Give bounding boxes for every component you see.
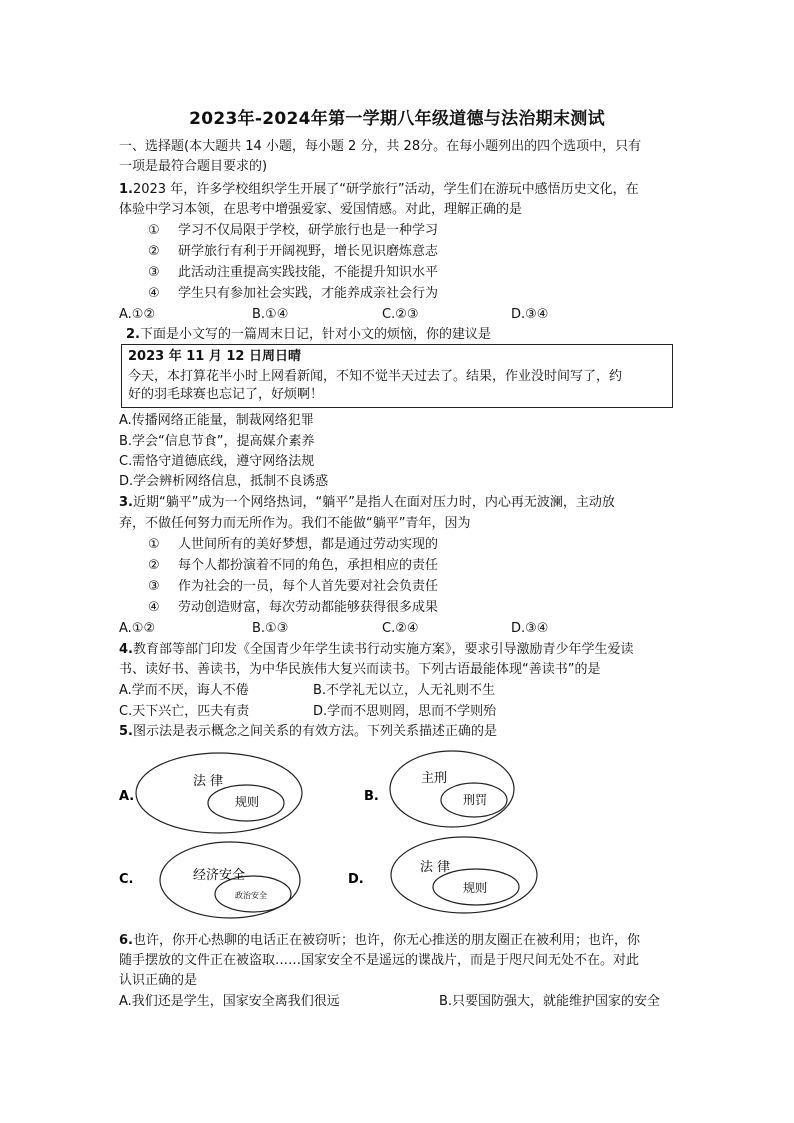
q1-option-a[interactable]: A.①② (119, 307, 156, 322)
q3-statement-mark: ① (148, 537, 160, 552)
q2-stem (126, 325, 491, 345)
q4-option-a[interactable]: A.学而不厌，诲人不倦 (119, 683, 249, 698)
diagram-d-inner-label: 规则 (463, 881, 488, 895)
q2-stem-text: 下面是小文写的一篇周末日记，针对小文的烦恼，你的建议是 (139, 327, 491, 342)
q3-option-b[interactable]: B.①③ (252, 621, 289, 636)
q1-option-c[interactable]: C.②③ (382, 307, 419, 322)
q3-statement-text: 作为社会的一员，每个人首先要对社会负责任 (178, 579, 439, 594)
q3-statement-mark: ④ (148, 600, 160, 615)
diagram-a-outer-label: 法 律 (193, 774, 224, 789)
q6-stem-line3: 认识正确的是 (119, 973, 198, 988)
diagram-c-inner-label: 政治安全 (235, 891, 267, 900)
q1-stem-line1 (119, 180, 639, 200)
diagram-a-inner-label: 规则 (235, 795, 260, 809)
q1-statement-text: 学习不仅局限于学校，研学旅行也是一种学习 (178, 223, 439, 238)
diary-box (121, 344, 673, 408)
q3-statement-mark: ③ (148, 579, 160, 594)
q1-statement-mark: ① (148, 223, 160, 238)
q4-number: 4. (119, 642, 133, 657)
diagram-d-outer-label: 法 律 (420, 860, 451, 875)
q6-option-a[interactable]: A.我们还是学生，国家安全离我们很远 (119, 994, 340, 1009)
q3-statement (148, 556, 438, 576)
q2-option-a[interactable]: A.传播网络正能量，制裁网络犯罪 (119, 413, 314, 428)
diagram-c-letter[interactable]: C. (119, 872, 134, 887)
q1-stem-line2: 体验中学习本领，在思考中增强爱家、爱国情感。对此，理解正确的是 (119, 202, 523, 217)
q5-number: 5. (119, 724, 133, 739)
q3-statement (148, 577, 438, 597)
q6-option-b[interactable]: B.只要国防强大，就能维护国家的安全 (439, 994, 661, 1009)
diary-text-line1: 今天，本打算花半小时上网看新闻，不知不觉半天过去了。结果，作业没时间写了，约 (128, 369, 623, 384)
q1-stem-text: 2023 年，许多学校组织学生开展了“研学旅行”活动，学生们在游玩中感悟历史文化，在 (132, 182, 639, 197)
q3-statement (148, 535, 438, 555)
q1-statement-mark: ④ (148, 286, 160, 301)
diagram-b-outer-ellipse (390, 751, 514, 827)
q1-statement (148, 263, 438, 283)
q3-statement-text: 每个人都扮演着不同的角色，承担相应的责任 (178, 558, 439, 573)
diary-text-line2: 好的羽毛球赛也忘记了，好烦啊！ (128, 387, 324, 402)
q1-option-b[interactable]: B.①④ (252, 307, 289, 322)
q1-option-d[interactable]: D.③④ (511, 307, 549, 322)
q1-statement-mark: ② (148, 244, 160, 259)
q3-statement (148, 598, 438, 618)
q1-statement (148, 242, 438, 262)
q5-stem (119, 722, 497, 742)
concept-diagrams (110, 745, 700, 925)
q6-stem-text: 也许，你开心热聊的电话正在被窃听；也许，你无心推送的朋友圈正在被利用；也许，你 (132, 933, 640, 948)
q6-stem-line2: 随手摆放的文件正在被盗取……国家安全不是遥远的谍战片，而是于咫尺间无处不在。对此 (119, 953, 640, 968)
q4-option-d[interactable]: D.学而不思则罔，思而不学则殆 (313, 704, 497, 719)
q2-option-b[interactable]: B.学会“信息节食”，提高媒介素养 (119, 434, 315, 449)
q3-number: 3. (119, 495, 133, 510)
q4-option-c[interactable]: C.天下兴亡，匹夫有责 (119, 704, 250, 719)
q4-stem-text: 教育部等部门印发《全国青少年学生读书行动实施方案》，要求引导激励青少年学生爱读 (132, 642, 634, 657)
q3-statement-text: 人世间所有的美好梦想，都是通过劳动实现的 (178, 537, 439, 552)
q3-option-d[interactable]: D.③④ (511, 621, 549, 636)
q1-number: 1. (119, 182, 133, 197)
q3-option-c[interactable]: C.②④ (382, 621, 419, 636)
q1-statement-text: 研学旅行有利于开阔视野，增长见识磨炼意志 (178, 244, 439, 259)
section-instructions-line1: 一、选择题(本大题共 14 小题，每小题 2 分，共 28分。在每小题列出的四个选项中，只有 (119, 139, 642, 154)
q1-statement (148, 221, 438, 241)
q3-statement-mark: ② (148, 558, 160, 573)
diagram-a-letter[interactable]: A. (119, 789, 135, 804)
diagram-b-outer-label: 主刑 (421, 771, 448, 786)
q1-statement-text: 学生只有参加社会实践，才能养成亲社会行为 (178, 286, 439, 301)
q3-stem-line2: 弃，不做任何努力而无所作为。我们不能做“躺平”青年，因为 (119, 516, 471, 531)
q3-option-a[interactable]: A.①② (119, 621, 156, 636)
exam-title: 2023年-2024年第一学期八年级道德与法治期末测试 (189, 109, 605, 129)
q2-option-c[interactable]: C.需恪守道德底线，遵守网络法规 (119, 454, 315, 469)
diagram-c-outer-label: 经济安全 (193, 868, 246, 883)
diagram-d-letter[interactable]: D. (348, 872, 364, 887)
q2-number: 2. (126, 327, 140, 342)
q3-stem-text: 近期“躺平”成为一个网络热词，“躺平”是指人在面对压力时，内心再无波澜，主动放 (132, 495, 615, 510)
q4-stem-line1 (119, 640, 634, 660)
q1-statement-text: 此活动注重提高实践技能，不能提升知识水平 (178, 265, 439, 280)
q4-option-b[interactable]: B.不学礼无以立，人无礼则不生 (313, 683, 496, 698)
diagram-b-letter[interactable]: B. (364, 789, 379, 804)
diary-date: 2023 年 11 月 12 日周日晴 (128, 349, 301, 364)
q3-stem-line1 (119, 493, 615, 513)
q1-statement-mark: ③ (148, 265, 160, 280)
diagram-d-outer-ellipse (391, 837, 537, 913)
q6-stem-line1 (119, 931, 640, 951)
q1-statement (148, 284, 438, 304)
q4-stem-line2: 书、读好书、善读书，为中华民族伟大复兴而读书。下列古语最能体现“善读书”的是 (119, 662, 601, 677)
q6-number: 6. (119, 933, 133, 948)
q2-option-d[interactable]: D.学会辨析网络信息，抵制不良诱惑 (119, 474, 329, 489)
diagram-b-inner-label: 刑罚 (463, 793, 488, 807)
q5-stem-text: 图示法是表示概念之间关系的有效方法。下列关系描述正确的是 (132, 724, 497, 739)
section-instructions-line2: 一项是最符合题目要求的) (119, 159, 268, 174)
q3-statement-text: 劳动创造财富，每次劳动都能够获得很多成果 (178, 600, 439, 615)
